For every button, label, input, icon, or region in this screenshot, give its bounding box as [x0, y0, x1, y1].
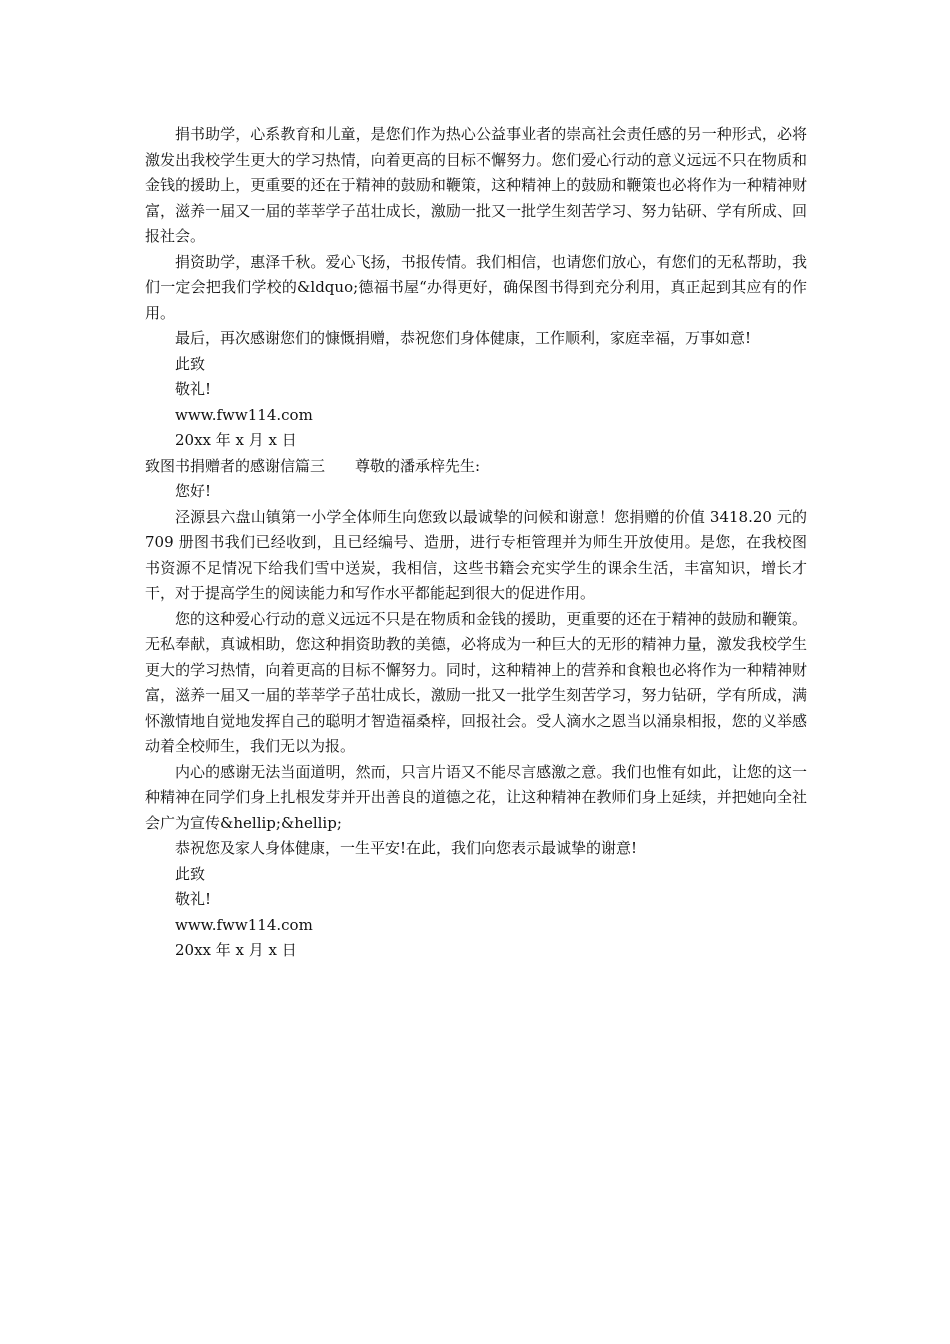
- letter1-paragraph-1: 捐书助学，心系教育和儿童，是您们作为热心公益事业者的崇高社会责任感的另一种形式，必将激发出我校学生更大的学习热情，向着更高的目标不懈努力。您们爱心行动的意义远远不只在物质和金钱的援助上，更重要的还在于精神的鼓励和鞭策，这种精神上的鼓励和鞭策也必将作为一种精神财富，滋养一届又一届的莘莘学子茁壮成长，激励一批又一批学生刻苦学习、努力钻研、学有所成、回报社会。: [145, 125, 807, 245]
- letter2-greeting: 您好!: [175, 482, 212, 500]
- letter2-website: www.fww114.com: [175, 915, 313, 934]
- letter2-date: 20xx 年 x 月 x 日: [175, 941, 297, 959]
- letter2-heading: [145, 454, 807, 480]
- letter2-paragraph-2: 您的这种爱心行动的意义远远不只是在物质和金钱的援助，更重要的还在于精神的鼓励和鞭策。无私奉献，真诚相助，您这种捐资助教的美德，必将成为一种巨大的无形的精神力量，激发我校学生更大的学习热情，向着更高的目标不懈努力。同时，这种精神上的营养和食粮也必将作为一种精神财富，滋养一届又一届的莘莘学子茁壮成长，激励一批又一批学生刻苦学习，努力钻研，学有所成，满怀激情地自觉地发挥自己的聪明才智造福桑梓，回报社会。受人滴水之恩当以涌泉相报，您的义举感动着全校师生，我们无以为报。: [145, 609, 807, 755]
- letter1-closing: 此致: [175, 354, 206, 373]
- letter2-closing: 此致: [175, 864, 206, 883]
- letter2-title: 致图书捐赠者的感谢信篇三: [145, 456, 326, 475]
- letter2-paragraph-3: 内心的感谢无法当面道明，然而，只言片语又不能尽言感激之意。我们也惟有如此，让您的这一种精神在同学们身上扎根发芽并开出善良的道德之花，让这种精神在教师们身上延续，并把她向全社会广为宣传&hellip;&hellip;: [145, 762, 807, 832]
- letter1-website: www.fww114.com: [175, 405, 313, 424]
- document-page: [145, 122, 807, 964]
- letter1-date: 20xx 年 x 月 x 日: [175, 431, 297, 449]
- letter2-recipient: 尊敬的潘承梓先生:: [355, 456, 481, 475]
- letter1-paragraph-3: 最后，再次感谢您们的慷慨捐赠，恭祝您们身体健康，工作顺利，家庭幸福，万事如意!: [175, 329, 752, 347]
- letter2-paragraph-1: 泾源县六盘山镇第一小学全体师生向您致以最诚挚的问候和谢意！您捐赠的价值 3418.20 元的 709 册图书我们已经收到，且已经编号、造册，进行专柜管理并为师生开放使用。是您，在我校图书资源不足情况下给我们雪中送炭，我相信，这些书籍会充实学生的课余生活，丰富知识，增长才干，对于提高学生的阅读能力和写作水平都能起到很大的促进作用。: [145, 507, 807, 602]
- letter1-paragraph-2: 捐资助学，惠泽千秋。爱心飞扬，书报传情。我们相信，也请您们放心，有您们的无私帮助，我们一定会把我们学校的&ldquo;德福书屋“办得更好，确保图书得到充分利用，真正起到其应有的作用。: [145, 252, 807, 322]
- letter2-paragraph-4: 恭祝您及家人身体健康，一生平安!在此，我们向您表示最诚挚的谢意!: [175, 839, 638, 857]
- letter1-salute: 敬礼!: [175, 380, 212, 398]
- letter2-salute: 敬礼!: [175, 890, 212, 908]
